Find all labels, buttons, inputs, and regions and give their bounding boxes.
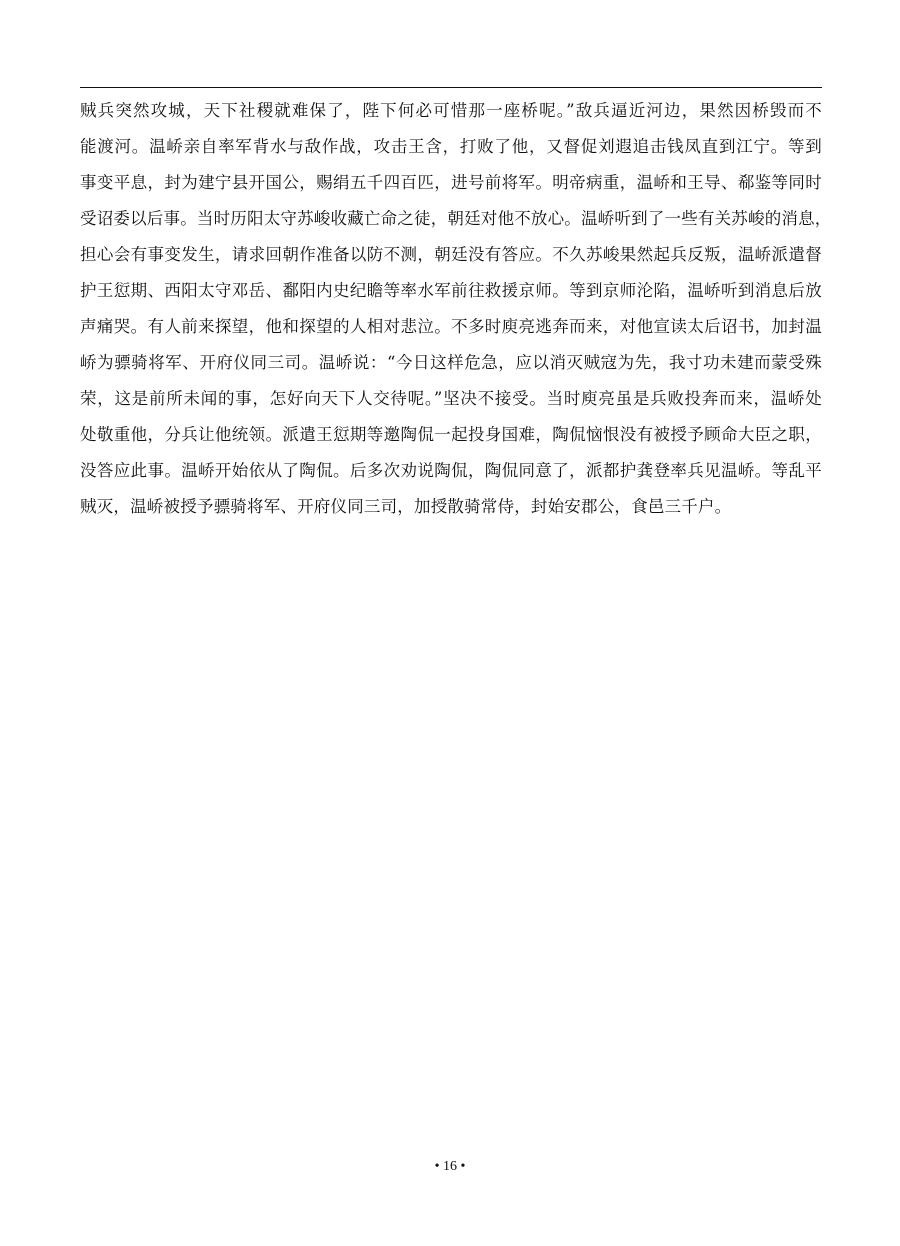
text-line: 峤为骠骑将军、开府仪同三司。温峤说：“今日这样危急，应以消灭贼寇为先，我寸功未建而蒙受殊	[80, 353, 822, 372]
header-rule	[80, 87, 822, 88]
text-line: 贼灭，温峤被授予骠骑将军、开府仪同三司，加授散骑常侍，封始安郡公，食邑三千户。	[80, 497, 732, 516]
text-line: 受诏委以后事。当时历阳太守苏峻收藏亡命之徒，朝廷对他不放心。温峤听到了一些有关苏峻的消息，	[80, 209, 832, 228]
page-number: • 16 •	[434, 1159, 466, 1174]
text-line: 没答应此事。温峤开始依从了陶侃。后多次劝说陶侃，陶侃同意了，派都护龚登率兵见温峤。等乱平	[80, 461, 822, 480]
text-line: 能渡河。温峤亲自率军背水与敌作战，攻击王含，打败了他，又督促刘遐追击钱凤直到江宁。等到	[80, 137, 822, 156]
text-line: 荣，这是前所未闻的事，怎好向天下人交待呢。”坚决不接受。当时庾亮虽是兵败投奔而来，温峤处	[80, 389, 822, 408]
text-line: 贼兵突然攻城，天下社稷就难保了，陛下何必可惜那一座桥呢。”敌兵逼近河边，果然因桥毁而不	[80, 101, 822, 120]
text-line: 担心会有事变发生，请求回朝作准备以防不测，朝廷没有答应。不久苏峻果然起兵反叛，温峤派遣督	[80, 245, 822, 264]
text-line: 处敬重他，分兵让他统领。派遣王愆期等邀陶侃一起投身国难，陶侃恼恨没有被授予顾命大臣之职，	[80, 425, 822, 444]
body-text	[80, 93, 832, 525]
text-line: 护王愆期、西阳太守邓岳、鄱阳内史纪瞻等率水军前往救援京师。等到京师沦陷，温峤听到消息后放	[80, 281, 822, 300]
text-line: 声痛哭。有人前来探望，他和探望的人相对悲泣。不多时庾亮逃奔而来，对他宣读太后诏书，加封温	[80, 317, 822, 336]
text-line: 事变平息，封为建宁县开国公，赐绢五千四百匹，进号前将军。明帝病重，温峤和王导、郗鉴等同时	[80, 173, 822, 192]
